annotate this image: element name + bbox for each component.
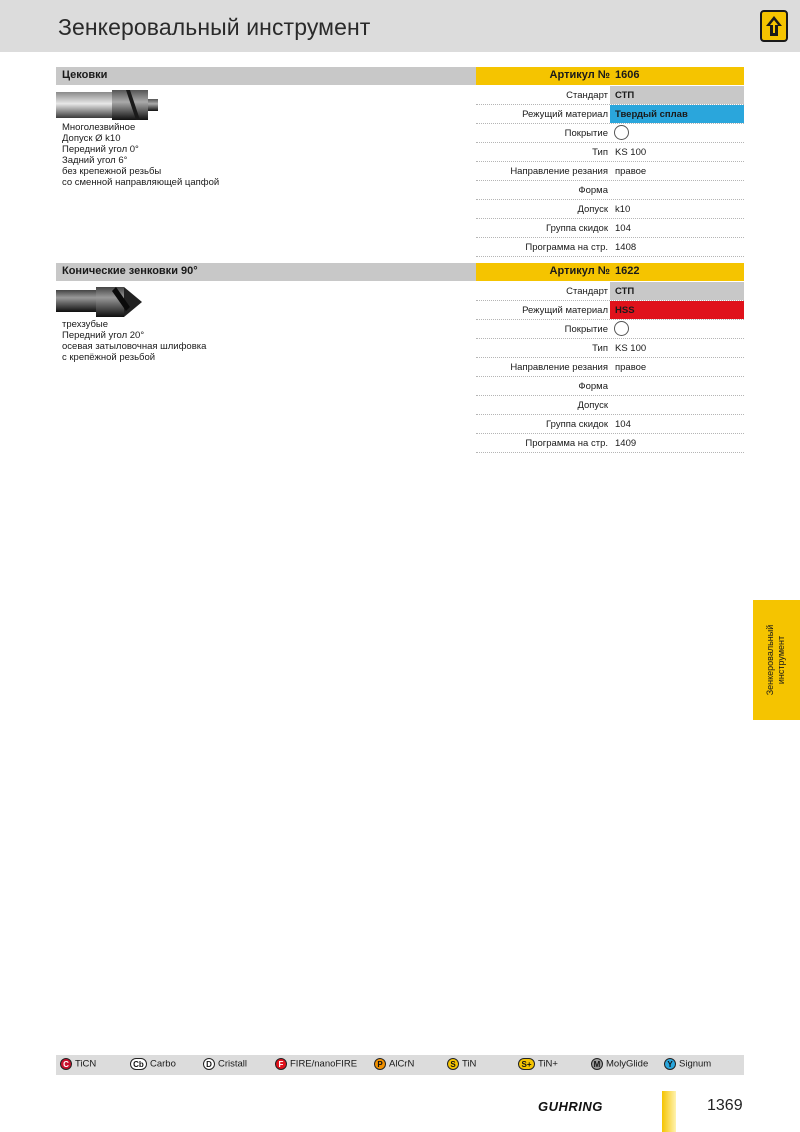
spec-value: СТП (610, 86, 744, 104)
spec-row-tolerance (476, 396, 744, 415)
legend-label: Cristall (218, 1058, 248, 1070)
no-coating-icon (614, 321, 629, 336)
spec-label: Режущий материал (522, 109, 608, 120)
legend-label: TiN+ (538, 1058, 558, 1070)
spec-row-material (476, 301, 744, 320)
description-line: с крепёжной резьбой (62, 352, 156, 363)
spec-value (610, 181, 744, 199)
spec-row-coating (476, 320, 744, 339)
spec-value: Твердый сплав (610, 105, 744, 123)
spec-value: KS 100 (615, 343, 647, 354)
legend-item-fire (275, 1058, 357, 1072)
coating-badge-icon: S (447, 1058, 459, 1070)
article-label: Артикул № (549, 265, 610, 277)
article-bar (476, 263, 744, 281)
description (62, 319, 206, 363)
coating-badge-icon: P (374, 1058, 386, 1070)
spec-label: Направление резания (510, 362, 608, 373)
spec-row-tolerance (476, 200, 744, 219)
spec-row-program-page (476, 434, 744, 453)
legend-label: TiCN (75, 1058, 97, 1070)
countersink-logo-icon (760, 10, 788, 42)
spec-row-program-page (476, 238, 744, 257)
countersink-tool-image (56, 285, 146, 319)
spec-row-standard (476, 86, 744, 105)
spec-row-discount-group (476, 219, 744, 238)
article-label: Артикул № (549, 69, 610, 81)
spec-row-standard (476, 282, 744, 301)
legend-item-alcrn (374, 1058, 414, 1072)
legend-item-tin-plus (518, 1058, 558, 1072)
section-header (56, 263, 476, 281)
coating-badge-icon: Y (664, 1058, 676, 1070)
spec-label: Допуск (577, 204, 608, 215)
section-counterbores (56, 67, 744, 257)
spec-label: Направление резания (510, 166, 608, 177)
spec-row-material (476, 105, 744, 124)
article-number: 1606 (615, 69, 640, 81)
description-line: осевая затыловочная шлифовка (62, 341, 207, 352)
spec-row-type (476, 143, 744, 162)
spec-value: 1409 (615, 438, 637, 449)
article-bar (476, 67, 744, 85)
legend-label: Signum (679, 1058, 712, 1070)
spec-row-form (476, 181, 744, 200)
spec-label: Покрытие (564, 324, 608, 335)
legend-item-ticn (60, 1058, 96, 1072)
spec-label: Стандарт (566, 286, 608, 297)
spec-label: Стандарт (566, 90, 608, 101)
article-number: 1622 (615, 265, 640, 277)
spec-label: Допуск (577, 400, 608, 411)
spec-value (610, 377, 744, 395)
description-line: без крепежной резьбы (62, 166, 162, 177)
description-line: Многолезвийное (62, 122, 136, 133)
section-header (56, 67, 476, 85)
spec-label: Программа на стр. (525, 438, 608, 449)
spec-row-form (476, 377, 744, 396)
footer-accent-bar (662, 1091, 676, 1132)
spec-value (610, 396, 744, 414)
description-line: Допуск Ø k10 (62, 133, 121, 144)
spec-value: СТП (610, 282, 744, 300)
spec-label: Форма (578, 185, 608, 196)
coating-badge-icon: S+ (518, 1058, 535, 1070)
coating-badge-icon: M (591, 1058, 603, 1070)
spec-value: 1408 (615, 242, 637, 253)
legend-label: MolyGlide (606, 1058, 649, 1070)
legend-label: FIRE/nanoFIRE (290, 1058, 358, 1070)
legend-item-carbo (130, 1058, 176, 1072)
side-tab-label: Зенкеровальный инструмент (765, 624, 786, 696)
spec-row-discount-group (476, 415, 744, 434)
no-coating-icon (614, 125, 629, 140)
section-title: Конические зенковки 90° (62, 265, 198, 277)
spec-value: KS 100 (615, 147, 647, 158)
spec-table (476, 86, 744, 257)
spec-value: правое (615, 362, 647, 373)
spec-label: Группа скидок (546, 223, 608, 234)
spec-value (610, 320, 744, 338)
spec-label: Тип (592, 147, 608, 158)
description-line: трехзубые (62, 319, 109, 330)
spec-label: Покрытие (564, 128, 608, 139)
section-countersinks (56, 263, 744, 453)
spec-row-direction (476, 358, 744, 377)
chapter-side-tab[interactable] (753, 600, 800, 720)
spec-value: HSS (610, 301, 744, 319)
spec-row-type (476, 339, 744, 358)
spec-label: Форма (578, 381, 608, 392)
legend-item-cristall (203, 1058, 247, 1072)
description-line: Передний угол 0° (62, 144, 139, 155)
spec-table (476, 282, 744, 453)
coating-badge-icon: Cb (130, 1058, 147, 1070)
spec-label: Тип (592, 343, 608, 354)
spec-value: k10 (615, 204, 631, 215)
legend-label: Carbo (150, 1058, 176, 1070)
spec-label: Режущий материал (522, 305, 608, 316)
section-title: Цековки (62, 69, 108, 81)
legend-item-molyglide (591, 1058, 648, 1072)
description-line: Передний угол 20° (62, 330, 145, 341)
brand-logo: GUHRING (538, 1099, 603, 1114)
spec-row-coating (476, 124, 744, 143)
coating-badge-icon: C (60, 1058, 72, 1070)
coating-badge-icon: D (203, 1058, 215, 1070)
description (62, 122, 219, 188)
legend-label: TiN (462, 1058, 477, 1070)
spec-label: Группа скидок (546, 419, 608, 430)
spec-value: 104 (615, 223, 631, 234)
counterbore-tool-image (56, 89, 160, 123)
legend-label: AlCrN (389, 1058, 415, 1070)
legend-item-signum (664, 1058, 711, 1072)
coating-badge-icon: F (275, 1058, 287, 1070)
description-line: со сменной направляющей цапфой (62, 177, 220, 188)
spec-label: Программа на стр. (525, 242, 608, 253)
coating-legend (56, 1055, 744, 1075)
spec-value: 104 (615, 419, 631, 430)
page-title: Зенкеровальный инструмент (58, 14, 371, 40)
description-line: Задний угол 6° (62, 155, 128, 166)
spec-value: правое (615, 166, 647, 177)
spec-value (610, 124, 744, 142)
legend-item-tin (447, 1058, 476, 1072)
page-number: 1369 (707, 1097, 743, 1114)
spec-row-direction (476, 162, 744, 181)
